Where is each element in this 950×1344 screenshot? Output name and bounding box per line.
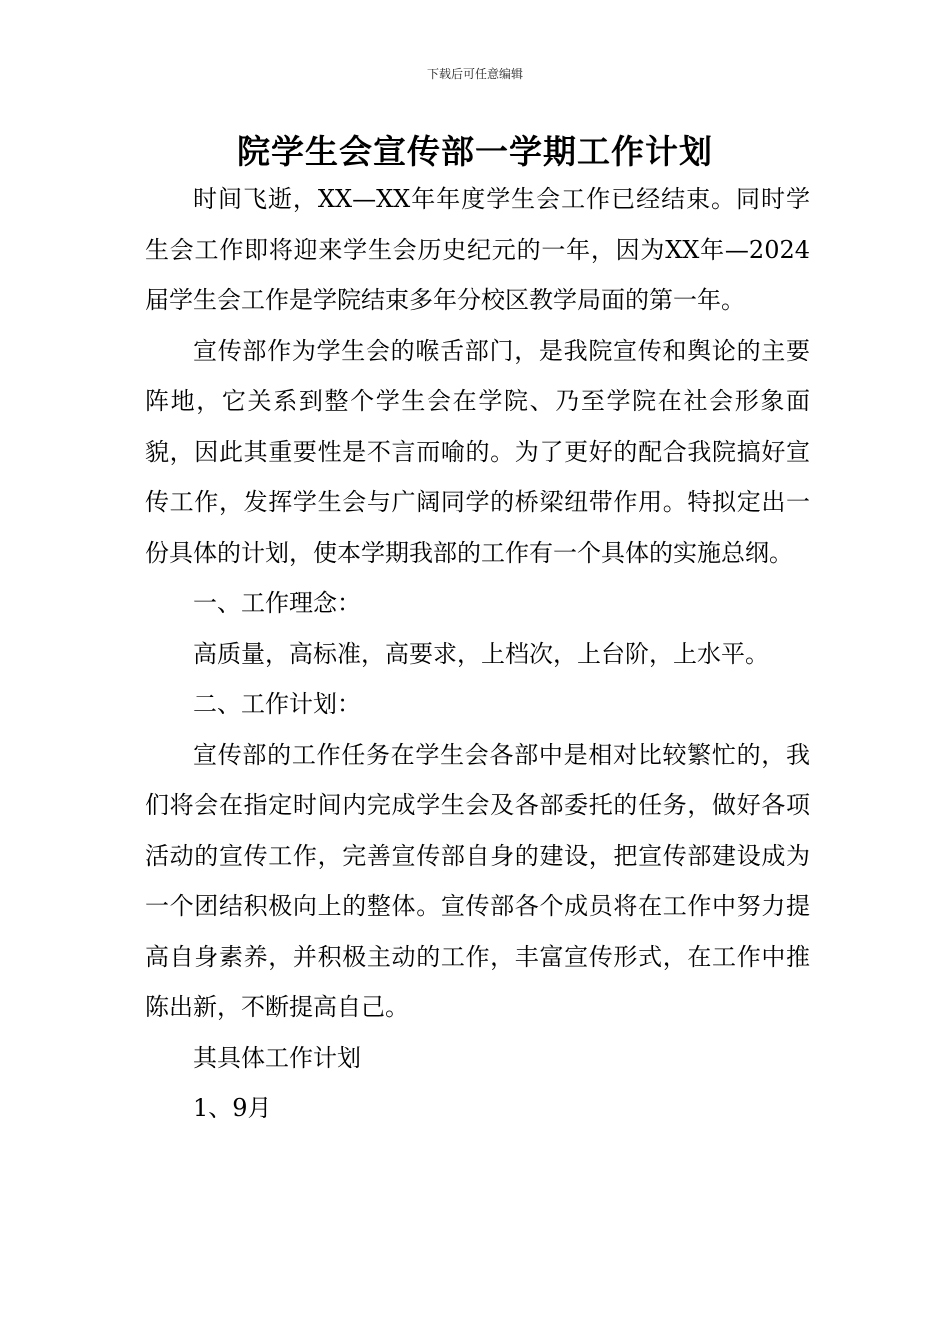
document-body xyxy=(145,174,810,1134)
paragraph-plan: 宣传部的工作任务在学生会各部中是相对比较繁忙的，我们将会在指定时间内完成学生会及各部委托的任务，做好各项活动的宣传工作，完善宣传部自身的建设，把宣传部建设成为一个团结积极向上的整体。宣传部各个成员将在工作中努力提高自身素养，并积极主动的工作，丰富宣传形式，在工作中推陈出新，不断提高自己。 xyxy=(145,740,810,1021)
paragraph-september: 1、9月 xyxy=(193,1094,272,1122)
paragraph-intro: 时间飞逝，XX—XX年年度学生会工作已经结束。同时学生会工作即将迎来学生会历史纪元的一年，因为XX年—2024届学生会工作是学院结束多年分校区教学局面的第一年。 xyxy=(145,185,810,314)
paragraph-concept: 高质量，高标准，高要求，上档次，上台阶，上水平。 xyxy=(193,639,769,668)
document-title: 院学生会宣传部一学期工作计划 xyxy=(237,132,713,171)
paragraph-specific-plan: 其具体工作计划 xyxy=(193,1043,361,1072)
section-heading-concept: 一、工作理念： xyxy=(193,589,361,617)
paragraph-department-role: 宣传部作为学生会的喉舌部门，是我院宣传和舆论的主要阵地，它关系到整个学生会在学院、乃至学院在社会形象面貌，因此其重要性是不言而喻的。为了更好的配合我院搞好宣传工作，发挥学生会与广阔同学的桥梁纽带作用。特拟定出一份具体的计划，使本学期我部的工作有一个具体的实施总纲。 xyxy=(145,336,810,567)
page-header-note: 下载后可任意编辑 xyxy=(426,67,523,81)
section-heading-plan: 二、工作计划： xyxy=(193,690,361,718)
